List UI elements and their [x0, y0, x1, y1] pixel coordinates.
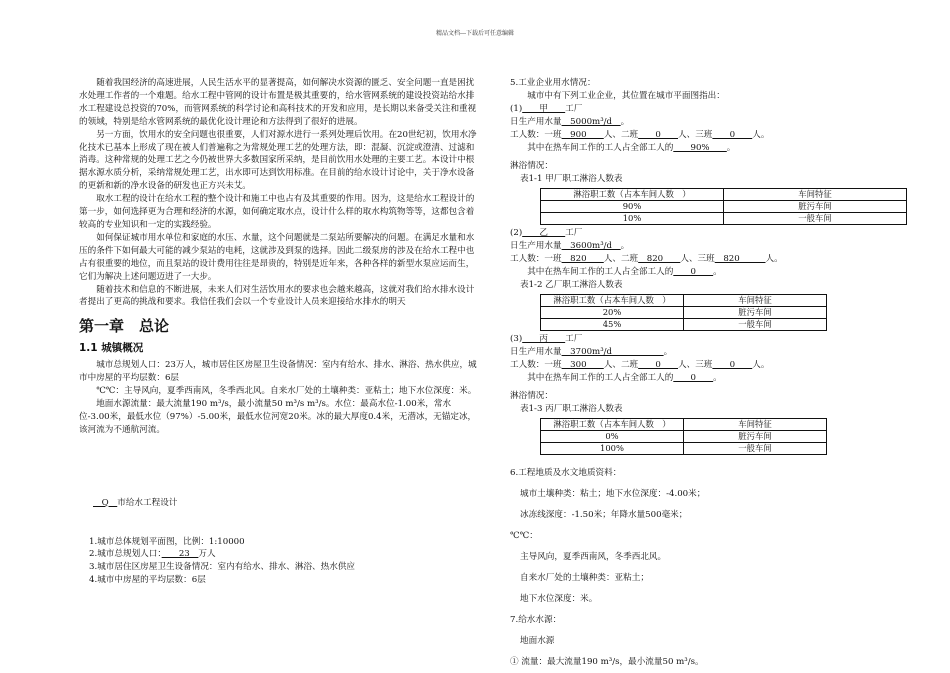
chapter-title: 第一章 总论 [79, 317, 170, 336]
right-column [510, 77, 915, 673]
plant-workers: 工人数：一班 820 人、二班 820 人、三班 820 人。 [510, 254, 783, 265]
table-row: 45% 一般车间 [541, 318, 827, 330]
source-flow: ① 流量：最大流量190 m³/s，最小流量50 m³/s。 [510, 657, 704, 668]
overview-paragraph: 城市总规划人口：23万人，城市居住区房屋卫生设备情况：室内有给水、排水、淋浴、热水供应，城市中房屋的平均层数：6层 [79, 360, 477, 384]
plant-workers: 工人数：一班 900 人、二班 0 人、三班 0 人。 [510, 129, 770, 140]
table-row: 100% 一般车间 [541, 443, 827, 455]
shower-table [540, 188, 907, 225]
basic-info-item: 1.城市总体规划平面图，比例：1:10000 [89, 536, 245, 547]
page-header: 精品文档---下载后可任意编辑 [435, 30, 515, 37]
table-title: 表1-1 甲厂职工淋浴人数表 [520, 174, 623, 185]
table-title: 表1-2 乙厂职工淋浴人数表 [520, 279, 623, 290]
shower-label: 淋浴情况： [510, 161, 553, 172]
geology-line: 地下水位深度：米。 [520, 594, 598, 605]
plant-hot-ratio: 其中在热车间工作的工人占全部工人的 90% 。 [527, 142, 736, 153]
plant-water: 日生产用水量 5000m³/d 。 [510, 116, 630, 127]
table-header-row: 淋浴职工数（占本车间人数 ） 车间特征 [541, 294, 827, 306]
geology-line: 主导风向，夏季西南风，冬季西北风。 [520, 552, 667, 563]
plant-workers: 工人数：一班 300 人、二班 0 人、三班 0 人。 [510, 359, 770, 370]
plant-label: (3) 丙 工厂 [510, 333, 583, 344]
section-title: 1.1 城镇概况 [79, 342, 144, 355]
industry-heading: 5.工业企业用水情况： [510, 78, 596, 88]
table-row: 0% 脏污车间 [541, 431, 827, 443]
overview-paragraph: ℃℃：主导风向，夏季西南风，冬季西北风。自来水厂处的土壤种类：亚粘土；地下水位深度：米。 [96, 386, 477, 397]
source-heading: 7.给水水源： [510, 615, 562, 626]
table-header-row: 淋浴职工数（占本车间人数 ） 车间特征 [541, 189, 907, 201]
basic-info-item: 3.城市居住区房屋卫生设备情况：室内有给水、排水、淋浴、热水供应 [89, 562, 356, 573]
shower-table [540, 294, 827, 331]
city-name-blank: Q [93, 497, 118, 508]
geology-line: 自来水厂处的土壤种类：亚粘土； [520, 573, 649, 584]
geology-line: 冰冻线深度：-1.50米；年降水量500毫米； [520, 510, 688, 521]
population-value: 23 [161, 549, 199, 560]
plant-block [510, 103, 915, 225]
intro-paragraph: 随着技术和信息的不断进展，未来人们对生活饮用水的要求也会越来越高，这就对我们给水排水设计者提出了更高的挑战和要求。我信任我们会以一个专业设计人员来迎接给水排水的明天 [79, 284, 475, 308]
source-sub: 地面水源 [520, 636, 555, 647]
table-header-row: 淋浴职工数（占本车间人数 ） 车间特征 [541, 419, 827, 431]
plant-hot-ratio: 其中在热车间工作的工人占全部工人的 0 。 [527, 266, 722, 277]
table-row: 20% 脏污车间 [541, 306, 827, 318]
table-row: 10% 一般车间 [541, 213, 907, 225]
basic-info-item: 2.城市总规划人口： 23 万人 [89, 549, 216, 560]
geology-line: 城市土壤种类：粘土；地下水位深度：-4.00米； [520, 489, 706, 500]
table-title: 表1-3 丙厂职工淋浴人数表 [520, 404, 623, 415]
geology-line: ℃℃： [510, 531, 538, 542]
plant-label: (1) 甲 工厂 [510, 103, 583, 114]
plant-water: 日生产用水量 3600m³/d 。 [510, 241, 630, 252]
industry-description: 城市中有下列工业企业，其位置在城市平面图指出： [527, 90, 725, 101]
design-title-text: 市给水工程设计 [117, 497, 178, 508]
shower-table [540, 418, 827, 455]
plant-water: 日生产用水量 3700m³/d 。 [510, 346, 673, 357]
plant-block [510, 333, 915, 455]
intro-paragraph: 取水工程的设计在给水工程的整个设计和施工中也占有及其重要的作用。因为，这是给水工程设计的第一步，如何选择更为合理和经济的水源，如何确定取水点，设计什么样的取水构筑物等等，这都包含着较高的专业知识和一定的实践经验。 [79, 194, 475, 230]
shower-label: 淋浴情况： [510, 391, 553, 402]
plant-block [510, 227, 915, 331]
geology-heading: 6.工程地质及水文地质资料： [510, 468, 622, 479]
plant-hot-ratio: 其中在热车间工作的工人占全部工人的 0 。 [527, 372, 722, 383]
left-column [79, 77, 479, 587]
overview-paragraph: 地面水源流量：最大流量190 m³/s，最小流量50 m³/s m³/s。水位：最高水位-1.00米，常水位-3.00米，最低水位（97%）-5.00米，最低水位河宽20米。冰的最大厚度0.4米，无潜冰，无锚定冰，该河流为不通航河流。 [79, 398, 477, 435]
plant-label: (2) 乙 工厂 [510, 228, 583, 239]
geology-list [510, 484, 915, 610]
design-title-line [79, 497, 479, 510]
table-row: 90% 脏污车间 [541, 201, 907, 213]
intro-paragraph: 另一方面，饮用水的安全问题也很重要，人们对源水进行一系列处理后饮用。在20世纪初，饮用水净化技术已基本上形成了现在被人们普遍称之为常规处理工艺的处理方法，即：混凝、沉淀或澄清、过滤和消毒。这种常规的处理工艺之今仍被世界大多数国家所采纳，是目前饮用水处理的主要工艺。本设计中根据水源水质分析，采纳常规处理工艺，出水即可达到饮用标准。在目前的给水设计讨论中，关于净水设备的更新和新的净水设备的研发也正方兴未艾。 [79, 129, 477, 192]
basic-info-list [79, 536, 479, 588]
intro-paragraph: 随着我国经济的高速进展，人民生活水平的显著提高，如何解决水资源的匮乏、安全问题一直是困扰水处理工作者的一个难题。给水工程中管网的设计布置是极其重要的，给水管网系统的建设投资站给水排水工程建设总投资的70%，而管网系统的科学讨论和高科技术的开发和应用，是长期以来备受关注和重视的领域，特别是给水管网系统的最优化设计理论和方法得到了很好的进展。 [79, 78, 477, 127]
intro-paragraph: 如何保证城市用水单位和家庭的水压、水量，这个问题就是二泵站所要解决的问题。在满足水量和水压的条件下如何最大可能的减少泵站的电耗，这就涉及到泵的选择。因此二级泵房的涉及在给水工程中也占有很重要的地位，而且泵站的设计费用往往是昂贵的，特别是近年来，各种各样的新型水泵应运而生，它们为解决上述问题迈进了一大步。 [79, 232, 475, 282]
basic-info-item: 4.城市中房屋的平均层数：6层 [89, 575, 206, 586]
